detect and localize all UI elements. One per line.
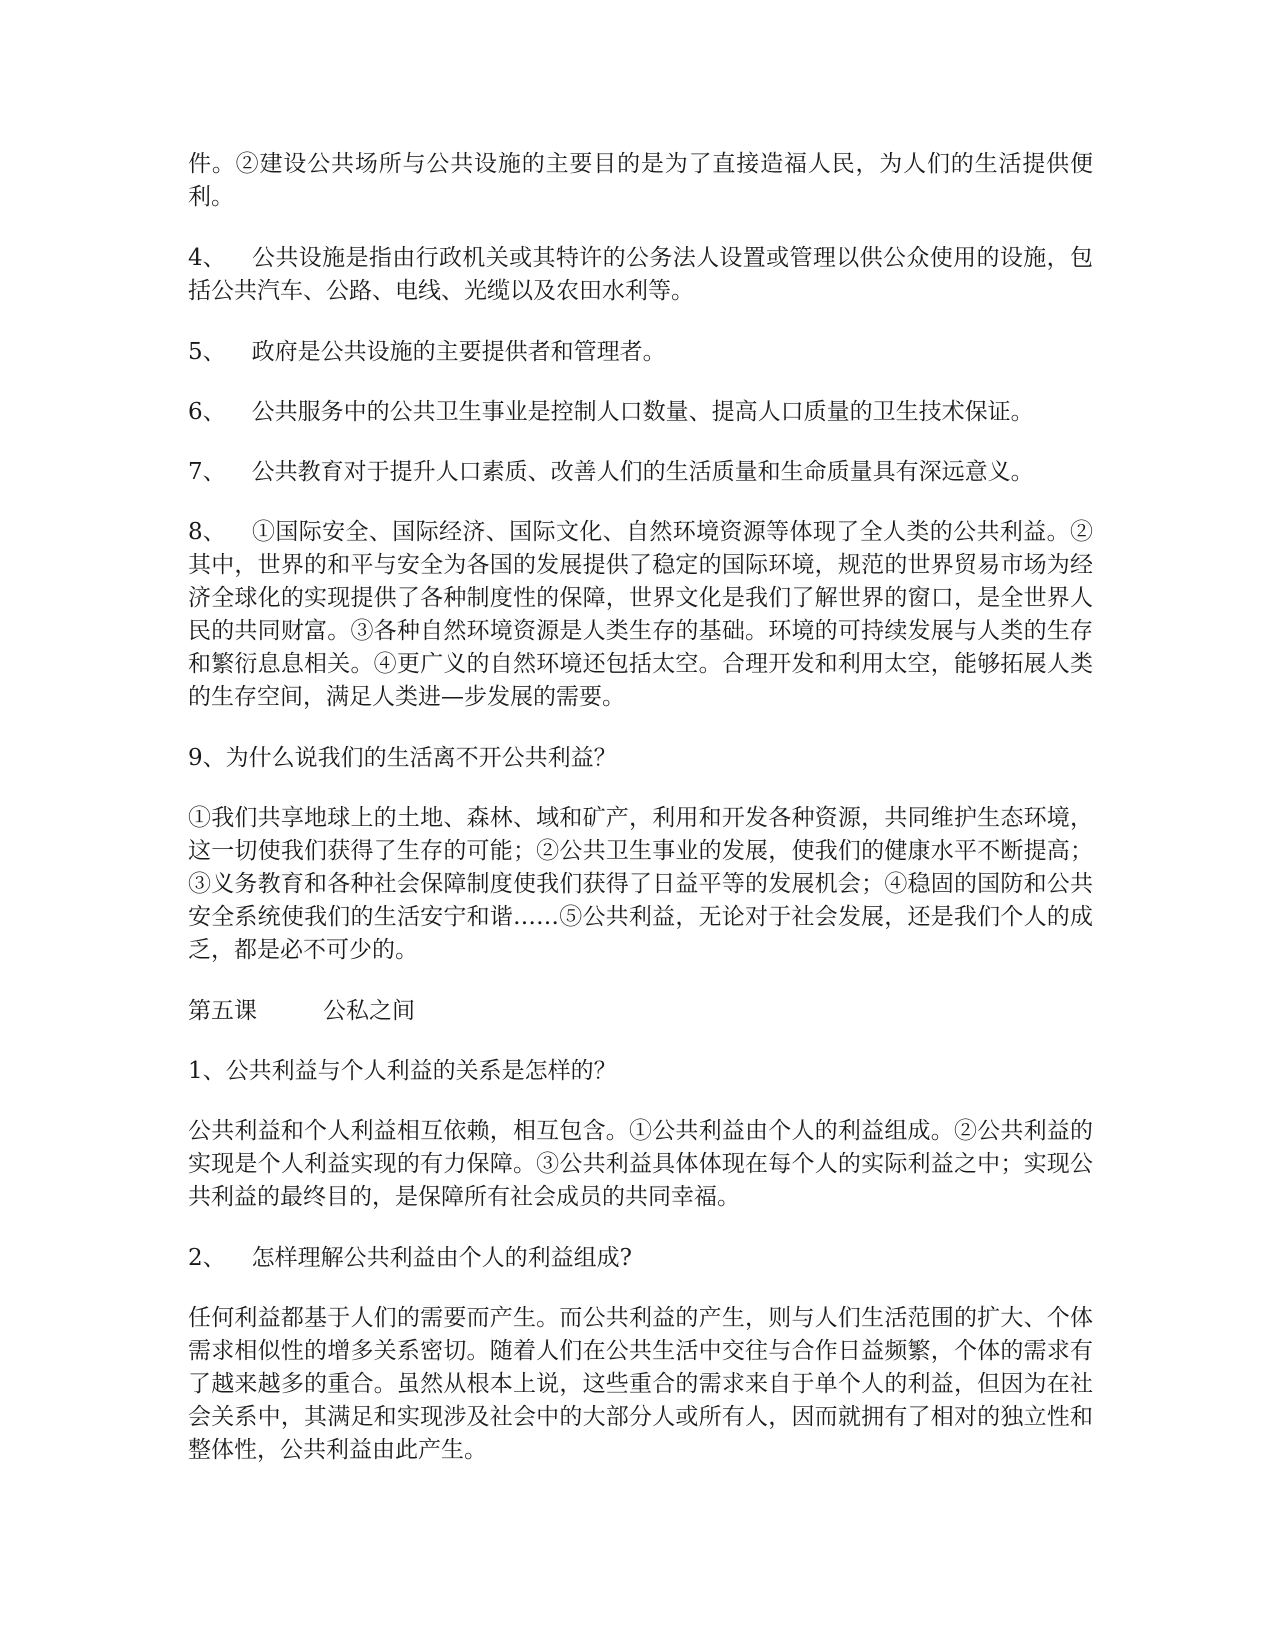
paragraph-text: 公共利益和个人利益相互依赖，相互包含。①公共利益由个人的利益组成。②公共利益的实现是个人利益实现的有力保障。③公共利益具体体现在每个人的实际利益之中；实现公共利益的最终目的，是保障所有社会成员的共同幸福。 bbox=[188, 1118, 1093, 1210]
item-number: 2、 bbox=[188, 1245, 226, 1271]
answer-9 bbox=[188, 802, 1093, 967]
question-2 bbox=[188, 1242, 1093, 1275]
paragraph-item-4 bbox=[188, 242, 1093, 308]
lesson-title: 公私之间 bbox=[323, 998, 415, 1024]
item-number: 8、 bbox=[188, 519, 226, 545]
item-number: 6、 bbox=[188, 399, 226, 425]
item-number: 5、 bbox=[188, 339, 226, 365]
paragraph-item-6 bbox=[188, 396, 1093, 429]
question-text: 1、公共利益与个人利益的关系是怎样的？ bbox=[188, 1058, 617, 1084]
item-number: 7、 bbox=[188, 459, 226, 485]
paragraph-text: 公共服务中的公共卫生事业是控制人口数量、提高人口质量的卫生技术保证。 bbox=[251, 399, 1034, 425]
question-1 bbox=[188, 1055, 1093, 1088]
document-body bbox=[188, 148, 1093, 1495]
question-text: 怎样理解公共利益由个人的利益组成? bbox=[251, 1245, 632, 1271]
paragraph-item-7 bbox=[188, 456, 1093, 489]
paragraph-text: 公共设施是指由行政机关或其特许的公务法人设置或管理以供公众使用的设施，包括公共汽车、公路、电线、光缆以及农田水利等。 bbox=[188, 245, 1093, 304]
paragraph-text: ①我们共享地球上的土地、森林、域和矿产，利用和开发各种资源，共同维护生态环境，这一切使我们获得了生存的可能；②公共卫生事业的发展，使我们的健康水平不断提高；③义务教育和各种社会保障制度使我们获得了日益平等的发展机会；④稳固的国防和公共安全系统使我们的生活安宁和谐……⑤公共利益，无论对于社会发展，还是我们个人的成乏，都是必不可少的。 bbox=[188, 805, 1093, 963]
paragraph-continuation bbox=[188, 148, 1093, 214]
paragraph-text: 任何利益都基于人们的需要而产生。而公共利益的产生，则与人们生活范围的扩大、个体需求相似性的增多关系密切。随着人们在公共生活中交往与合作日益频繁，个体的需求有了越来越多的重合。虽然从根本上说，这些重合的需求来自于单个人的利益，但因为在社会关系中，其满足和实现涉及社会中的大部分人或所有人，因而就拥有了相对的独立性和整体性，公共利益由此产生。 bbox=[188, 1305, 1093, 1463]
answer-2 bbox=[188, 1302, 1093, 1467]
paragraph-item-5 bbox=[188, 336, 1093, 369]
paragraph-item-8 bbox=[188, 516, 1093, 714]
question-9 bbox=[188, 742, 1093, 775]
paragraph-text: 件。②建设公共场所与公共设施的主要目的是为了直接造福人民，为人们的生活提供便利。 bbox=[188, 151, 1093, 210]
paragraph-text: ①国际安全、国际经济、国际文化、自然环境资源等体现了全人类的公共利益。②其中，世界的和平与安全为各国的发展提供了稳定的国际环境，规范的世界贸易市场为经济全球化的实现提供了各种制度性的保障，世界文化是我们了解世界的窗口，是全世界人民的共同财富。③各种自然环境资源是人类生存的基础。环境的可持续发展与人类的生存和繁衍息息相关。④更广义的自然环境还包括太空。合理开发和利用太空，能够拓展人类的生存空间，满足人类进—步发展的需要。 bbox=[188, 519, 1093, 710]
lesson-heading bbox=[188, 995, 1093, 1028]
item-number: 4、 bbox=[188, 245, 226, 271]
lesson-number: 第五课 bbox=[188, 998, 257, 1024]
answer-1 bbox=[188, 1115, 1093, 1214]
paragraph-text: 政府是公共设施的主要提供者和管理者。 bbox=[251, 339, 666, 365]
question-text: 9、为什么说我们的生活离不开公共利益？ bbox=[188, 745, 617, 771]
paragraph-text: 公共教育对于提升人口素质、改善人们的生活质量和生命质量具有深远意义。 bbox=[251, 459, 1034, 485]
